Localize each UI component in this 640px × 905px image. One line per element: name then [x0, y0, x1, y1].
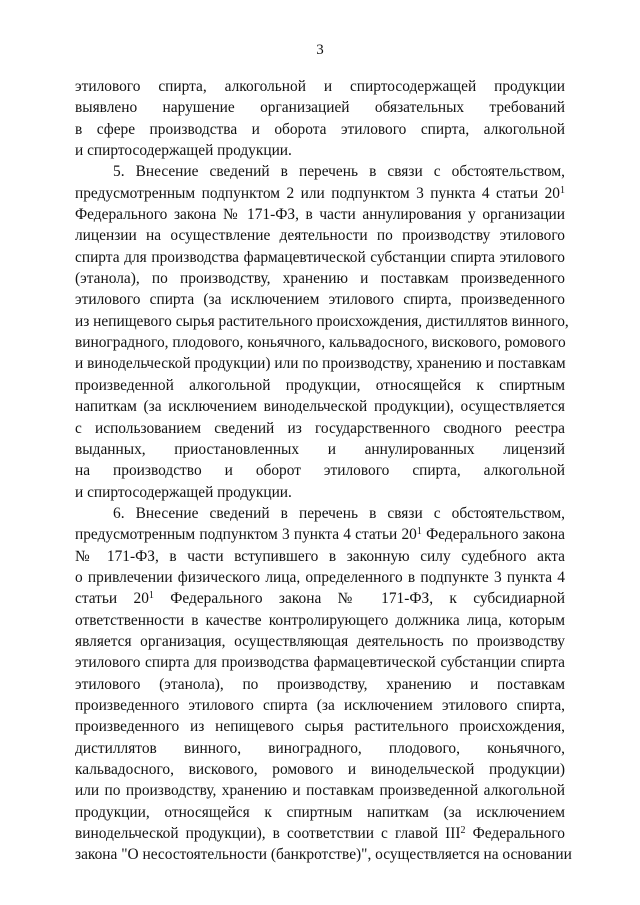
text-line-part: лицензии на осуществление деятельности по производству этилового	[75, 227, 565, 245]
superscript: 1	[148, 590, 154, 602]
text-line-part: этилового спирта для производства фармацевтической субстанции спирта	[75, 654, 565, 672]
text-line	[75, 738, 565, 759]
text-line	[75, 780, 565, 801]
text-line-part: Федерального	[465, 825, 565, 843]
text-line-part: на производство и оборот этилового спирта, алкогольной	[75, 462, 565, 480]
text-line-part: виноградного, плодового, коньячного, кальвадосного, вискового, ромового	[75, 334, 566, 352]
text-line	[75, 353, 565, 374]
text-line-part: выданных, приостановленных и аннулированных лицензий	[75, 440, 565, 458]
text-line	[75, 183, 565, 204]
text-line-part: и спиртосодержащей продукции.	[75, 142, 292, 160]
text-line-part: или по производству, хранению и поставкам произведенной алкогольной	[75, 782, 565, 800]
text-line	[75, 524, 565, 545]
text-line-part: 6. Внесение сведений в перечень в связи с обстоятельством,	[113, 504, 565, 522]
text-line-part: продукции, относящейся к спиртным напиткам (за исключением	[75, 803, 565, 821]
text-line-part: № 171-ФЗ, в части вступившего в законную силу судебного акта	[75, 547, 565, 565]
text-line	[75, 674, 565, 695]
text-line-part: 5. Внесение сведений в перечень в связи с обстоятельством,	[113, 163, 565, 181]
text-line-part: Федерального закона № 171-ФЗ, в части аннулирования у организации	[75, 206, 565, 224]
text-line	[75, 695, 565, 716]
text-line-part: и винодельческой продукции) или по производству, хранению и поставкам	[75, 355, 566, 373]
text-line-part: статьи 20	[75, 590, 149, 608]
text-line-part: кальвадосного, вискового, ромового и винодельческой продукции)	[75, 761, 565, 778]
text-line	[75, 759, 565, 780]
text-line	[75, 225, 565, 246]
text-line	[75, 247, 565, 268]
text-line	[75, 396, 565, 417]
text-line	[75, 482, 565, 503]
text-line-part: предусмотренным подпунктом 2 или подпунктом 3 пункта 4 статьи 20	[75, 184, 560, 202]
text-line	[75, 567, 565, 588]
text-line	[75, 289, 565, 310]
text-line	[75, 503, 565, 524]
text-line-part: произведенного этилового спирта (за исключением этилового спирта,	[75, 696, 565, 714]
text-line	[75, 460, 565, 481]
text-line-part: в сфере производства и оборота этилового спирта, алкогольной	[75, 120, 565, 138]
text-line-part: этилового (этанола), по производству, хранению и поставкам	[75, 675, 565, 693]
text-line-part: с использованием сведений из государственного сводного реестра	[75, 419, 565, 437]
text-line	[75, 588, 565, 609]
text-line	[75, 610, 565, 631]
text-line	[75, 140, 565, 161]
page-number: 3	[316, 42, 324, 58]
text-line	[75, 311, 569, 332]
text-line	[75, 268, 565, 289]
text-line	[75, 439, 565, 460]
text-line-part: произведенного из непищевого сырья растительного происхождения,	[75, 718, 565, 736]
text-line	[75, 823, 565, 844]
text-line	[75, 97, 565, 118]
text-line-part: произведенной алкогольной продукции, относящейся к спиртным	[75, 376, 565, 394]
text-line-part: Федерального закона № 171-ФЗ, к субсидиарной	[153, 590, 565, 608]
text-line-part: дистиллятов винного, виноградного, плодового, коньячного,	[75, 739, 565, 757]
text-line	[75, 76, 565, 97]
text-line-part: этилового спирта (за исключением этилового спирта, произведенного	[75, 291, 565, 309]
superscript: 1	[416, 526, 422, 538]
text-line-part: напиткам (за исключением винодельческой продукции), осуществляется	[75, 398, 565, 416]
text-line	[75, 375, 565, 396]
text-line	[75, 631, 565, 652]
superscript: 2	[460, 825, 466, 837]
text-line-part: и спиртосодержащей продукции.	[75, 483, 292, 501]
text-line	[75, 161, 565, 182]
text-line	[75, 844, 572, 865]
text-line-part: из непищевого сырья растительного происхождения, дистиллятов винного,	[75, 312, 569, 330]
text-line-part: предусмотренным подпунктом 3 пункта 4 статьи 20	[75, 526, 417, 544]
document-body	[75, 76, 572, 866]
text-line-part: спирта для производства фармацевтической субстанции спирта этилового	[75, 248, 565, 266]
text-line	[75, 119, 565, 140]
superscript: 1	[560, 184, 565, 196]
text-line-part: Федерального закона	[421, 526, 566, 544]
text-line-part: является организация, осуществляющая деятельность по производству	[75, 632, 565, 650]
text-line	[75, 546, 565, 567]
text-line	[75, 418, 565, 439]
text-line	[75, 716, 565, 737]
text-line	[75, 802, 565, 823]
text-line-part: закона "О несостоятельности (банкротстве)", осуществляется на основании	[75, 846, 572, 864]
text-line-part: выявлено нарушение организацией обязательных требований	[75, 99, 565, 117]
text-line-part: винодельческой продукции), в соответствии с главой III	[75, 825, 461, 843]
text-line-part: ответственности в качестве контролирующего должника лица, которым	[75, 611, 565, 629]
text-line-part: этилового спирта, алкогольной и спиртосодержащей продукции	[75, 78, 565, 95]
text-line-part: (этанола), по производству, хранению и поставкам произведенного	[75, 270, 565, 288]
text-line-part: о привлечении физического лица, определенного в подпункте 3 пункта 4	[75, 568, 565, 586]
text-line	[75, 204, 565, 225]
text-line	[75, 332, 565, 353]
text-line	[75, 652, 565, 673]
